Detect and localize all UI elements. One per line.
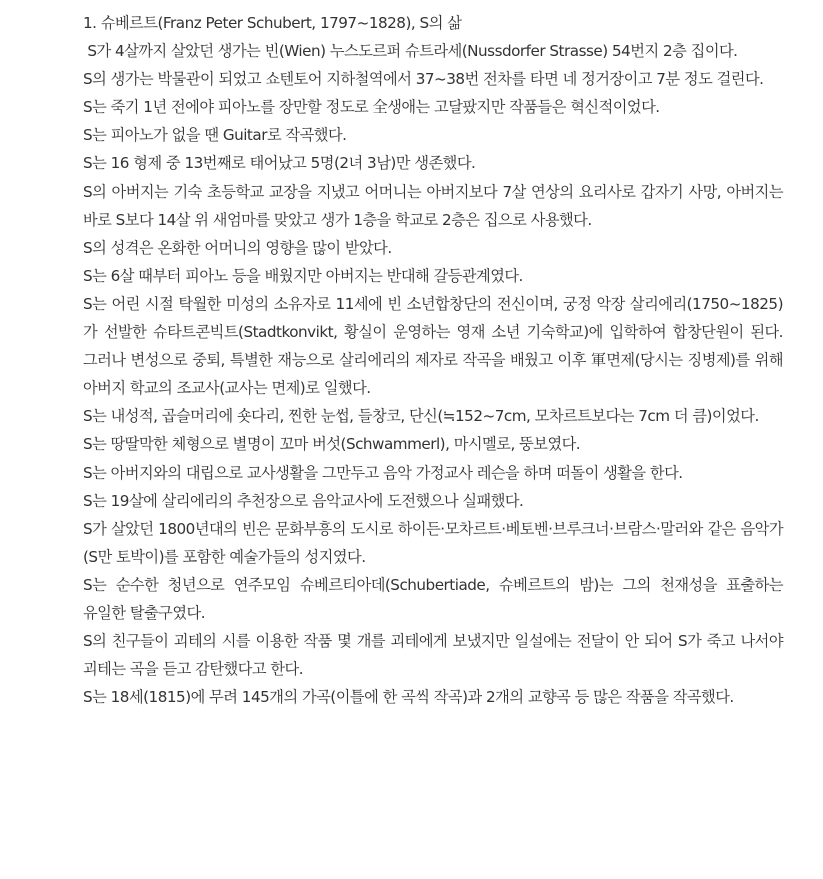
- paragraph-teacher-attempt: S는 19살에 살리에리의 추천장으로 음악교사에 도전했으나 실패했다.: [83, 491, 524, 510]
- paragraph-wandering: S는 아버지와의 대립으로 교사생활을 그만두고 음악 가정교사 레슨을 하며 떠돌이 생활을 한다.: [83, 463, 683, 482]
- paragraph-nickname: S는 땅딸막한 체형으로 별명이 꼬마 버섯(Schwammerl), 마시멜로, 뚱보였다.: [83, 435, 581, 454]
- paragraph-personality: S의 성격은 온화한 어머니의 영향을 많이 받았다.: [83, 238, 392, 257]
- paragraph-birthplace: S가 4살까지 살았던 생가는 빈(Wien) 누스도르퍼 슈트라세(Nussdorfer Strasse) 54번지 2층 집이다.: [83, 42, 738, 61]
- section-title: 1. 슈베르트(Franz Peter Schubert, 1797~1828), S의 삶: [83, 14, 462, 32]
- paragraph-conflict: S는 6살 때부터 피아노 등을 배웠지만 아버지는 반대해 갈등관계였다.: [83, 266, 523, 285]
- paragraph-parents: S의 아버지는 기숙 초등학교 교장을 지냈고 어머니는 아버지보다 7살 연상의 요리사로 갑자기 사망, 아버지는 바로 S보다 14살 위 새엄마를 맞았고 생가 1층을 학교로 2층은 집으로 사용했다.: [83, 182, 783, 229]
- document-body: [83, 9, 783, 711]
- paragraph-vienna: S가 살았던 1800년대의 빈은 문화부흥의 도시로 하이든·모차르트·베토벤·브루크너·브람스·말러와 같은 음악가(S만 토박이)를 포함한 예술가들의 성지였다.: [83, 519, 783, 566]
- paragraph-childhood: S는 어린 시절 탁월한 미성의 소유자로 11세에 빈 소년합창단의 전신이며, 궁정 악장 살리에리(1750~1825)가 선발한 슈타트콘빅트(Stadtkonvikt, 황실이 운영하는 영재 소년 기숙학교)에 입학하여 합창단원이 된다. 그러나 변성으로 중퇴, 특별한 재능으로 살리에리의 제자로 작곡을 배웠고 이후 軍면제(당시는 징병제)를 위해 아버지 학교의 조교사(교사는 면제)로 일했다.: [83, 294, 783, 398]
- paragraph-schubertiade: S는 순수한 청년으로 연주모임 슈베르티아데(Schubertiade, 슈베르트의 밤)는 그의 천재성을 표출하는 유일한 탈출구였다.: [83, 575, 783, 622]
- paragraph-piano: S는 죽기 1년 전에야 피아노를 장만할 정도로 全생애는 고달팠지만 작품들은 혁신적이었다.: [83, 98, 660, 117]
- paragraph-works-1815: S는 18세(1815)에 무려 145개의 가곡(이틀에 한 곡씩 작곡)과 2개의 교향곡 등 많은 작품을 작곡했다.: [83, 688, 734, 707]
- paragraph-appearance: S는 내성적, 곱슬머리에 숏다리, 찐한 눈썹, 들창코, 단신(≒152~7cm, 모차르트보다는 7cm 더 큼)이었다.: [83, 407, 759, 426]
- paragraph-museum: S의 생가는 박물관이 되었고 쇼텐토어 지하철역에서 37~38번 전차를 타면 네 정거장이고 7분 정도 걸린다.: [83, 70, 764, 89]
- paragraph-goethe: S의 친구들이 괴테의 시를 이용한 작품 몇 개를 괴테에게 보냈지만 일설에는 전달이 안 되어 S가 죽고 나서야 괴테는 곡을 듣고 감탄했다고 한다.: [83, 632, 783, 679]
- paragraph-guitar: S는 피아노가 없을 땐 Guitar로 작곡했다.: [83, 126, 347, 145]
- paragraph-siblings: S는 16 형제 중 13번째로 태어났고 5명(2녀 3남)만 생존했다.: [83, 154, 476, 173]
